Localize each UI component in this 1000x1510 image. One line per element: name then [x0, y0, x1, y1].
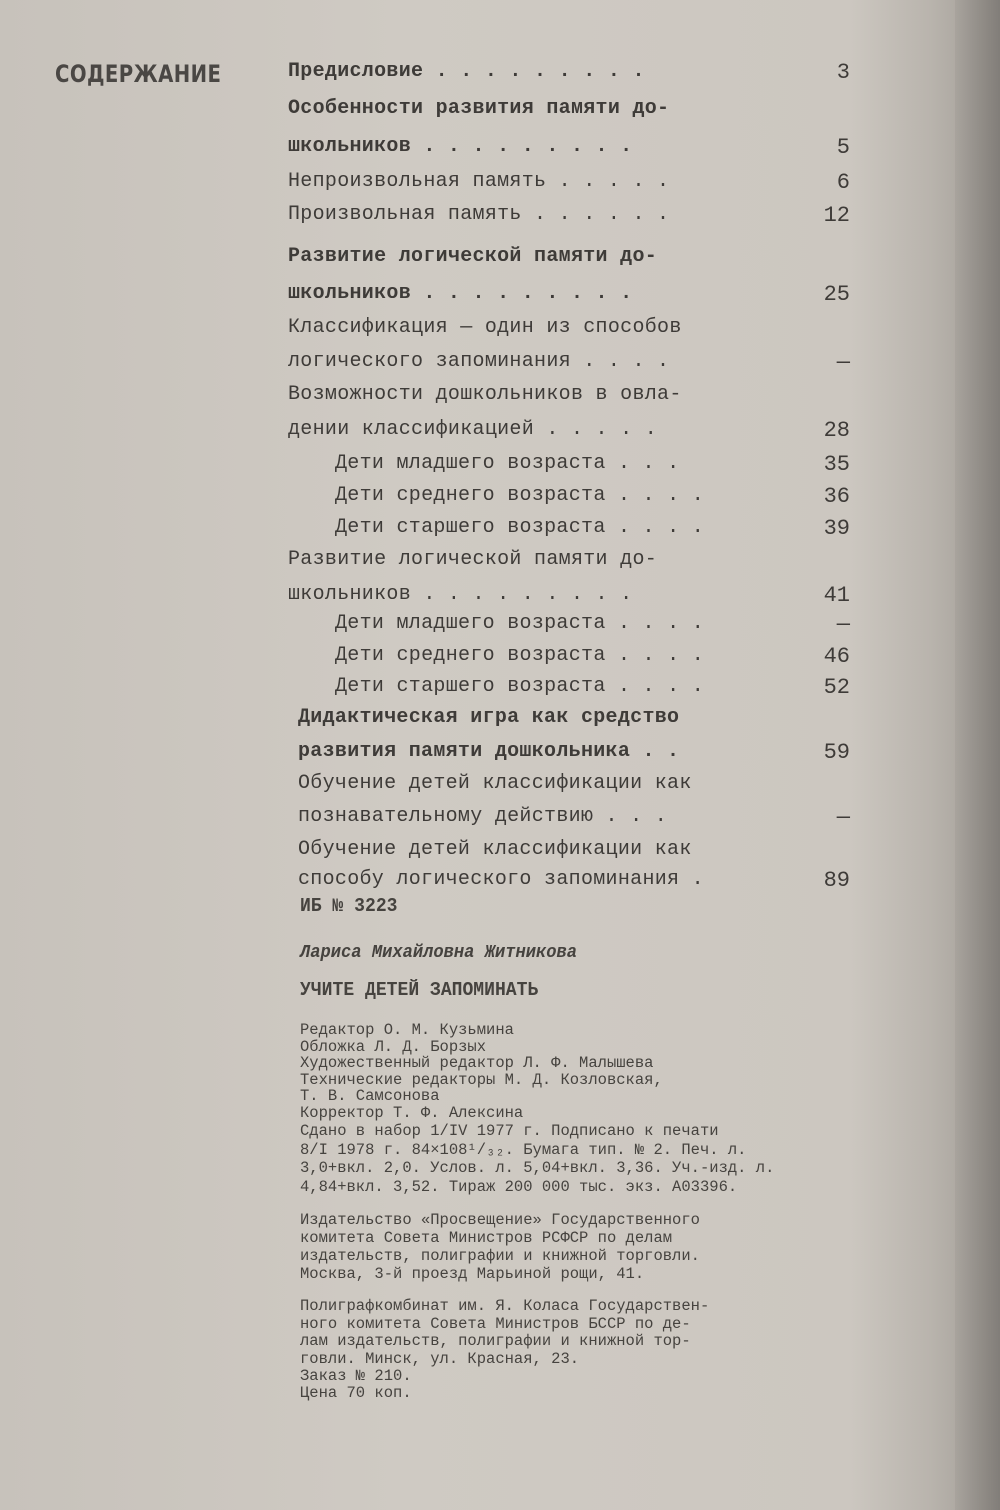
imprint-credit-line: Технические редакторы М. Д. Козловская, — [300, 1070, 663, 1089]
toc-page-number: — — [836, 350, 850, 375]
page-edge-shadow — [955, 0, 1000, 1510]
toc-page-number: 12 — [823, 203, 850, 228]
imprint-printing-line: 3,0+вкл. 2,0. Услов. л. 5,04+вкл. 3,36. Уч.-изд. л. — [300, 1159, 775, 1177]
imprint-credit-line: Корректор Т. Ф. Алексина — [300, 1103, 524, 1122]
toc-entry-line: Обучение детей классификации как — [298, 838, 692, 861]
toc-page-number: 46 — [823, 644, 850, 669]
imprint-printer-line: говли. Минск, ул. Красная, 23. — [300, 1349, 580, 1368]
toc-entry-line: Дети старшего возраста . . . . — [335, 516, 705, 539]
toc-page-number: — — [836, 612, 850, 637]
toc-entry-line: Классификация — один из способов — [288, 316, 682, 339]
toc-entry-line: Дети младшего возраста . . . — [335, 452, 680, 475]
contents-heading: СОДЕРЖАНИЕ — [55, 60, 222, 88]
toc-entry-line: Возможности дошкольников в овла- — [288, 383, 682, 406]
toc-page-number: 5 — [836, 135, 850, 160]
toc-page-number: 41 — [823, 583, 850, 608]
toc-page-number: 35 — [823, 452, 850, 477]
toc-page-number: 52 — [823, 675, 850, 700]
toc-entry-line: Особенности развития памяти до- — [288, 97, 670, 120]
toc-page-number: 59 — [823, 740, 850, 765]
imprint-credit-line: Художественный редактор Л. Ф. Малышева — [300, 1054, 654, 1072]
imprint-credit-line: Обложка Л. Д. Борзых — [300, 1037, 487, 1056]
toc-page-number: 28 — [823, 418, 850, 443]
imprint-publisher-line: комитета Совета Министров РСФСР по делам — [300, 1229, 673, 1247]
toc-entry-line: школьников . . . . . . . . . — [288, 583, 633, 606]
toc-page-number: 3 — [836, 60, 850, 85]
toc-page-number: 6 — [836, 170, 850, 195]
toc-entry-line: Дети среднего возраста . . . . — [335, 484, 705, 507]
toc-entry-line: дении классификацией . . . . . — [288, 418, 658, 441]
toc-entry-line: Непроизвольная память . . . . . — [288, 170, 670, 193]
imprint-printer-line: ного комитета Совета Министров БССР по де- — [300, 1314, 691, 1333]
toc-entry-line: Обучение детей классификации как — [298, 772, 692, 795]
imprint-printer-line: Полиграфкомбинат им. Я. Коласа Государствен- — [300, 1297, 710, 1315]
imprint-publisher-line: Издательство «Просвещение» Государственного — [300, 1211, 700, 1229]
toc-page-number: 89 — [823, 868, 850, 893]
toc-entry-line: Дидактическая игра как средство — [298, 706, 680, 729]
toc-entry-line: школьников . . . . . . . . . — [288, 282, 633, 305]
imprint-order: Заказ № 210. — [300, 1367, 412, 1385]
imprint-printing-line: 8/I 1978 г. 84×108¹/₃₂. Бумага тип. № 2. Печ. л. — [300, 1140, 747, 1159]
toc-entry-line: Предисловие . . . . . . . . . — [288, 60, 645, 83]
imprint-publisher-line: Москва, 3-й проезд Марьиной рощи, 41. — [300, 1265, 645, 1283]
imprint-printer-line: лам издательств, полиграфии и книжной тор- — [300, 1332, 691, 1350]
toc-entry-line: способу логического запоминания . — [298, 868, 704, 891]
toc-entry-line: логического запоминания . . . . — [288, 350, 670, 373]
imprint-printing-line: Сдано в набор 1/IV 1977 г. Подписано к печати — [300, 1122, 719, 1140]
toc-entry-line: школьников . . . . . . . . . — [288, 135, 633, 158]
toc-entry-line: развития памяти дошкольника . . — [298, 740, 680, 763]
imprint-publisher-line: издательств, полиграфии и книжной торговли. — [300, 1247, 700, 1265]
toc-entry-line: Произвольная память . . . . . . — [288, 203, 670, 226]
imprint-author: Лариса Михайловна Житникова — [300, 943, 578, 963]
imprint-credit-line: Редактор О. М. Кузьмина — [300, 1021, 514, 1039]
toc-entry-line: Дети младшего возраста . . . . — [335, 612, 705, 635]
imprint-credit-line: Т. В. Самсонова — [300, 1087, 440, 1105]
toc-entry-line: Дети старшего возраста . . . . — [335, 675, 705, 698]
imprint-price: Цена 70 коп. — [300, 1384, 412, 1402]
toc-page-number: 36 — [823, 484, 850, 509]
imprint-ib-number: ИБ № 3223 — [300, 895, 398, 917]
toc-entry-line: Развитие логической памяти до- — [288, 548, 658, 571]
imprint-printing-line: 4,84+вкл. 3,52. Тираж 200 000 тыс. экз. А03396. — [300, 1177, 738, 1196]
toc-page-number: 25 — [823, 282, 850, 307]
toc-entry-line: Дети среднего возраста . . . . — [335, 644, 705, 667]
toc-entry-line: познавательному действию . . . — [298, 805, 668, 828]
imprint-title: УЧИТЕ ДЕТЕЙ ЗАПОМИНАТЬ — [300, 979, 539, 1001]
toc-page-number: 39 — [823, 516, 850, 541]
toc-entry-line: Развитие логической памяти до- — [288, 245, 658, 268]
toc-page-number: — — [836, 805, 850, 830]
